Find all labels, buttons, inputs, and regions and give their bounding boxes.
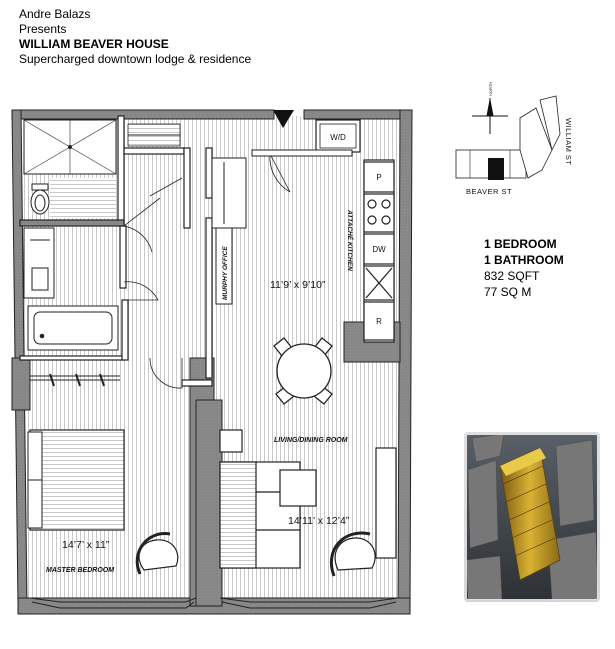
toilet [31, 184, 49, 214]
fridge-label: R [376, 317, 382, 326]
pantry-label: P [376, 173, 382, 182]
building-tagline: Supercharged downtown lodge & residence [19, 52, 252, 66]
bedroom-label: MASTER BEDROOM [46, 567, 115, 574]
unit-location-marker [488, 158, 504, 180]
bed [28, 430, 124, 530]
william-st-label: WILLIAM ST [564, 118, 573, 166]
area-sqft: 832 SQFT [484, 269, 540, 283]
closet [128, 124, 180, 146]
bedroom-dimensions: 14’7’ x 11” [62, 539, 110, 551]
dining-dimensions: 11’9’ x 9’10” [270, 279, 326, 291]
bathroom-count: 1 BATHROOM [484, 253, 564, 267]
shower [24, 120, 116, 174]
building-title: WILLIAM BEAVER HOUSE [19, 37, 169, 51]
key-plan [456, 82, 573, 196]
presenter-name: Andre Balazs [19, 7, 91, 21]
area-sqm: 77 SQ M [484, 285, 532, 299]
beaver-st-label: BEAVER ST [466, 187, 513, 196]
unit-stats [484, 236, 564, 300]
aerial-photo [464, 432, 600, 602]
north-label: NORTH [488, 81, 493, 96]
office-label: MURPHY OFFICE [222, 246, 229, 300]
kitchen-label: ATTACHÉ KITCHEN [346, 210, 353, 271]
dining-table [274, 338, 332, 404]
bedroom-count: 1 BEDROOM [484, 237, 557, 251]
presents-text: Presents [19, 22, 67, 36]
wd-label: W/D [330, 133, 346, 142]
living-label: LIVING/DINING ROOM [274, 437, 348, 444]
bathroom-floor [50, 178, 116, 218]
vanity [24, 228, 54, 298]
living-dimensions: 14’11’ x 12’4” [288, 515, 350, 527]
bathtub [28, 306, 118, 350]
compass-icon [472, 98, 508, 134]
dishwasher-label: DW [372, 245, 386, 254]
